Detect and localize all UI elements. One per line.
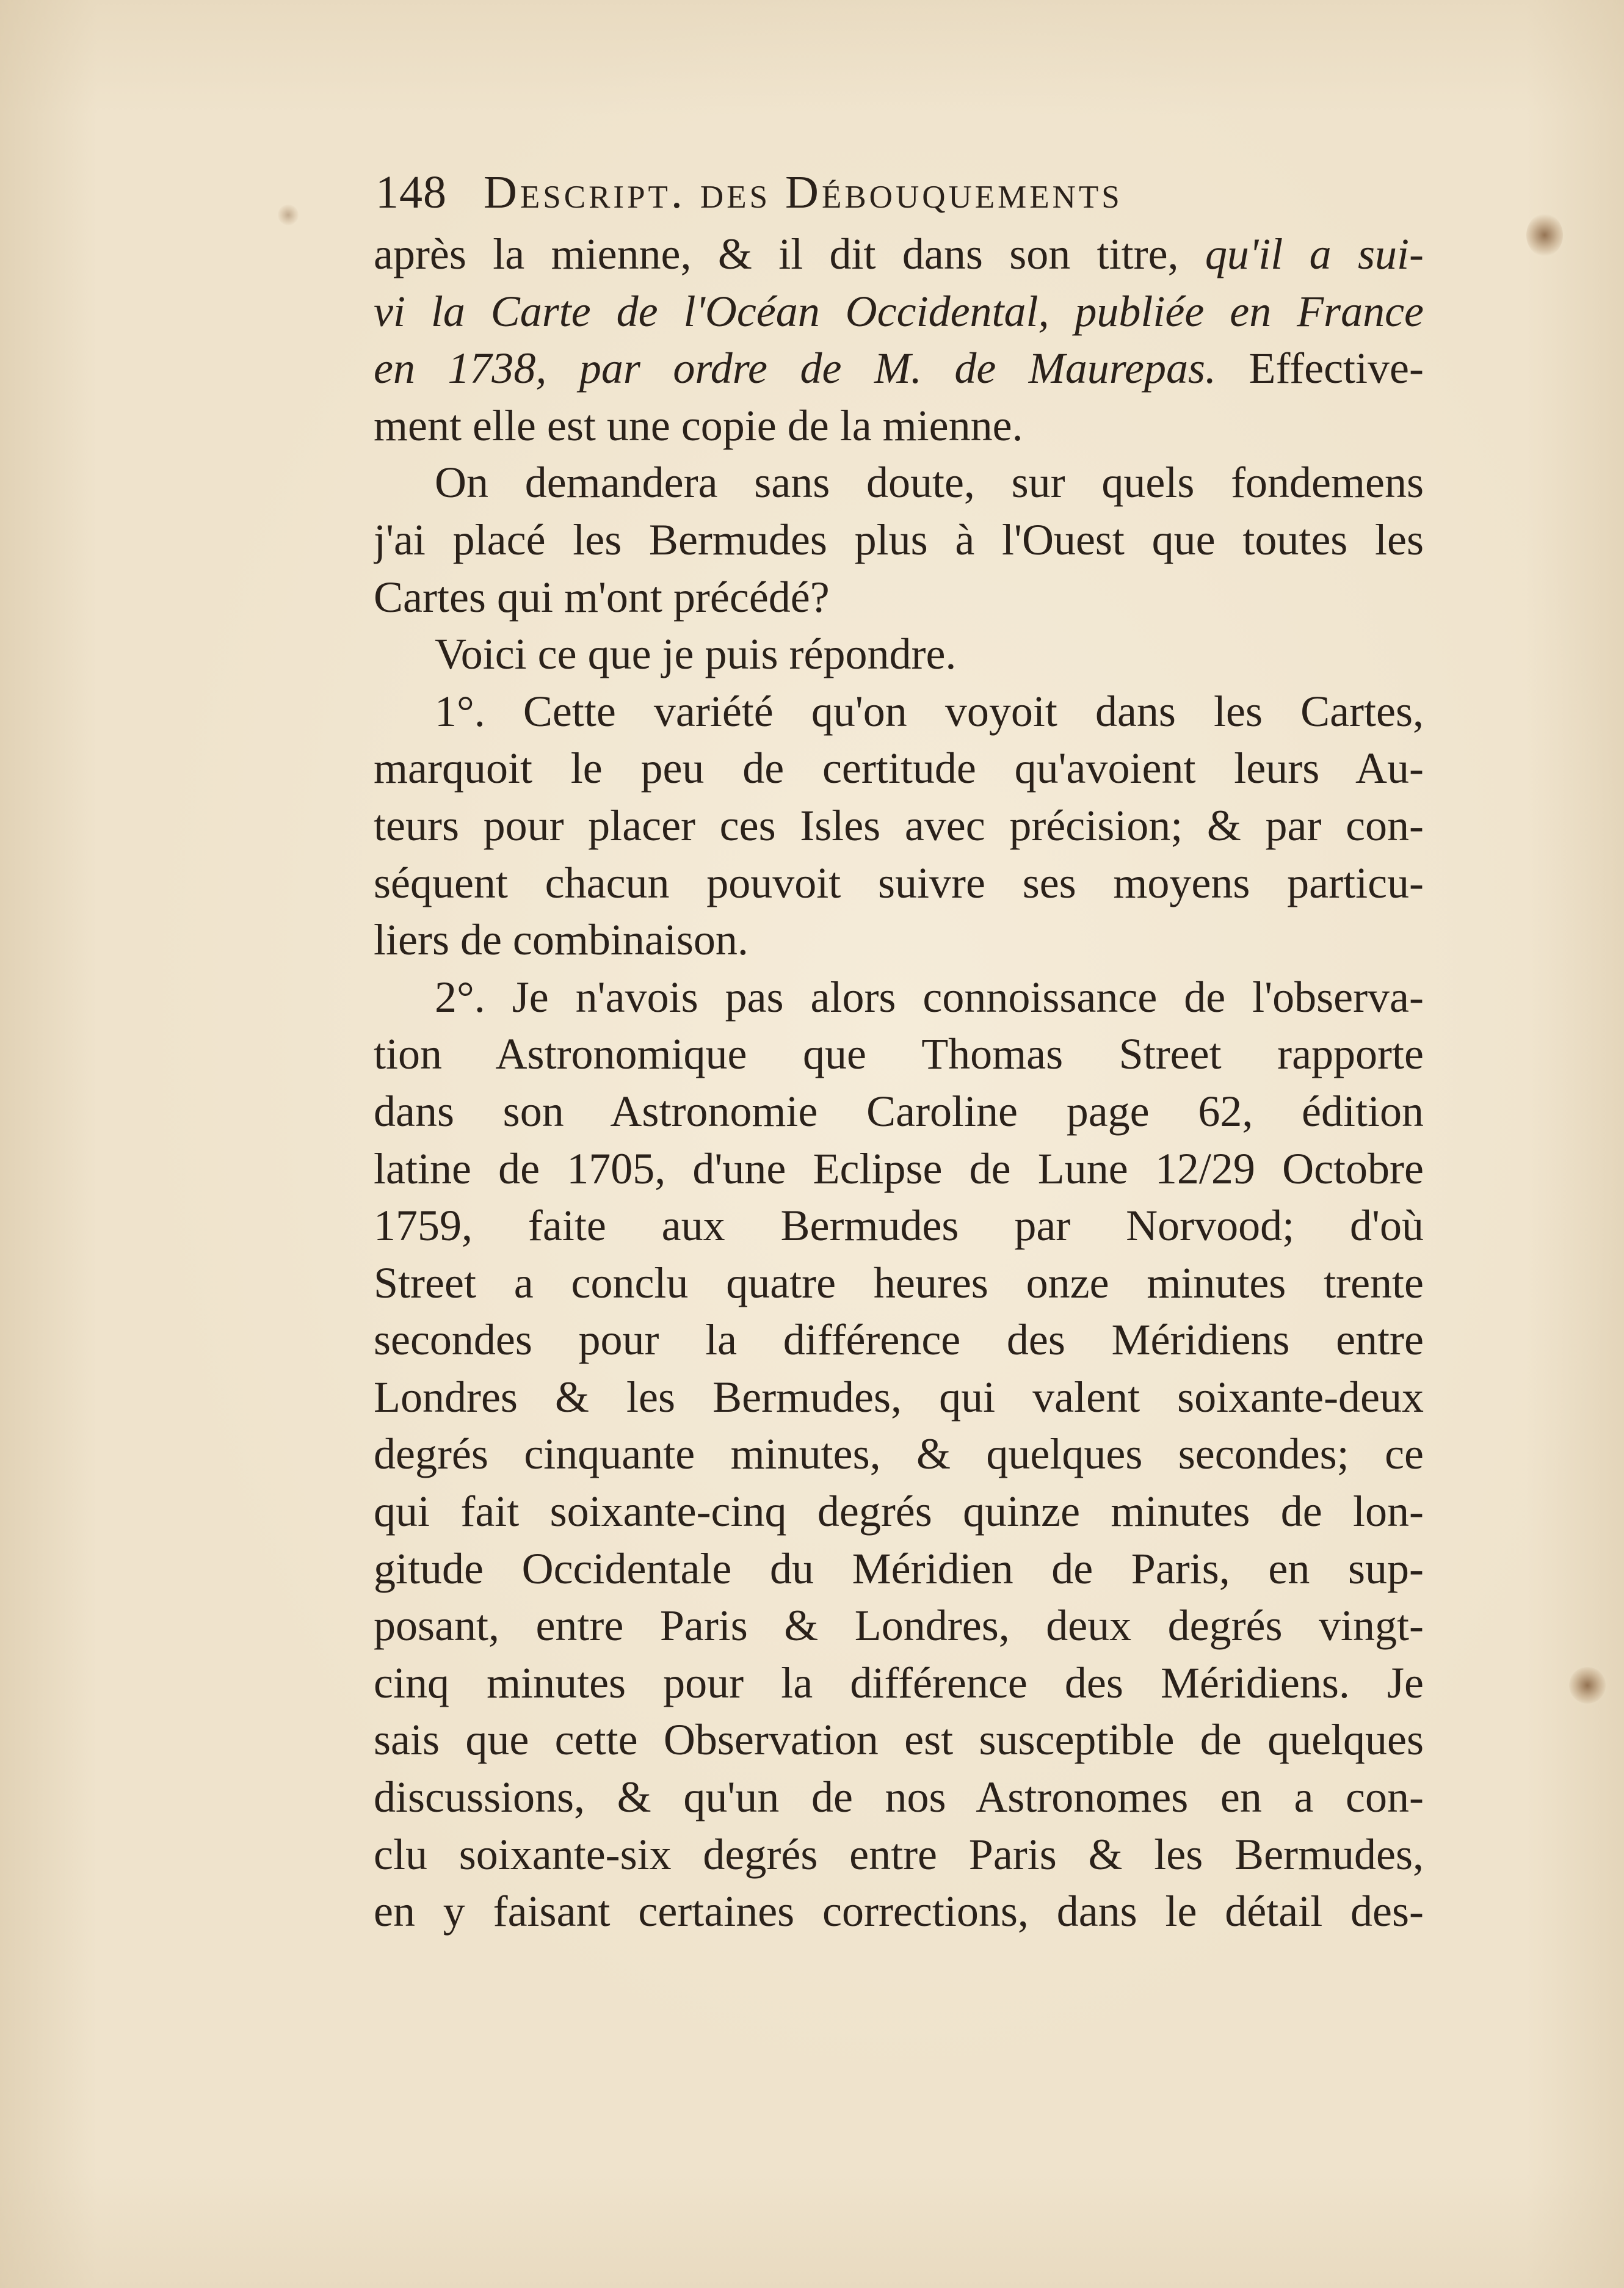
page-header [375,159,1371,226]
text-line: latine de 1705, d'une Eclipse de Lune 12/29 Octobre [374,1144,1424,1193]
text-line: liers de combinaison. [374,915,749,965]
text-line: en 1738, par ordre de M. de Maurepas. Effective- [374,344,1424,393]
text-line: cinq minutes pour la différence des Méridiens. Je [374,1658,1424,1707]
text-line: gitude Occidentale du Méridien de Paris, en sup- [374,1544,1424,1593]
text-line: Cartes qui m'ont précédé? [374,572,830,622]
text-line: 1°. Cette variété qu'on voyoit dans les Cartes, [435,686,1424,736]
text-line: Voici ce que je puis répondre. [435,630,957,679]
text-line: en y faisant certaines corrections, dans le détail des- [374,1887,1424,1936]
text-line: tion Astronomique que Thomas Street rapporte [374,1030,1424,1079]
text-line: ment elle est une copie de la mienne. [374,401,1023,450]
text-line: degrés cinquante minutes, & quelques secondes; ce [374,1429,1424,1479]
text-line: clu soixante-six degrés entre Paris & les Bermudes, [374,1829,1424,1879]
text-line: posant, entre Paris & Londres, deux degrés vingt- [374,1601,1424,1651]
text-line: vi la Carte de l'Océan Occidental, publiée en France [374,286,1424,336]
text-line: teurs pour placer ces Isles avec précision; & par con- [374,801,1424,850]
text-line: sais que cette Observation est susceptible de quelques [374,1715,1424,1765]
text-line: séquent chacun pouvoit suivre ses moyens particu- [374,858,1424,907]
text-line: Street a conclu quatre heures onze minutes trente [374,1258,1424,1307]
text-line: après la mienne, & il dit dans son titre, qu'il a sui- [374,230,1424,278]
text-line: On demandera sans doute, sur quels fondemens [435,458,1424,507]
text-line: marquoit le peu de certitude qu'avoient leurs Au- [374,744,1424,793]
foxing-stain [1526,214,1563,256]
text-line: 1759, faite aux Bermudes par Norvood; d'où [374,1201,1424,1251]
page-number: 148 [375,167,447,218]
text-line: dans son Astronomie Caroline page 62, édition [374,1086,1424,1136]
body-text [374,226,1424,1941]
foxing-stain [278,205,299,225]
running-title: Descript. des Débouquements [484,167,1123,218]
text-line: secondes pour la différence des Méridiens entre [374,1315,1424,1365]
text-line: j'ai placé les Bermudes plus à l'Ouest que toutes les [374,515,1424,564]
text-line: qui fait soixante-cinq degrés quinze minutes de lon- [374,1487,1424,1536]
foxing-stain [1569,1667,1606,1704]
text-line: 2°. Je n'avois pas alors connoissance de l'observa- [435,972,1424,1022]
text-line: discussions, & qu'un de nos Astronomes en a con- [374,1773,1424,1822]
text-line: Londres & les Bermudes, qui valent soixante-deux [374,1372,1424,1422]
